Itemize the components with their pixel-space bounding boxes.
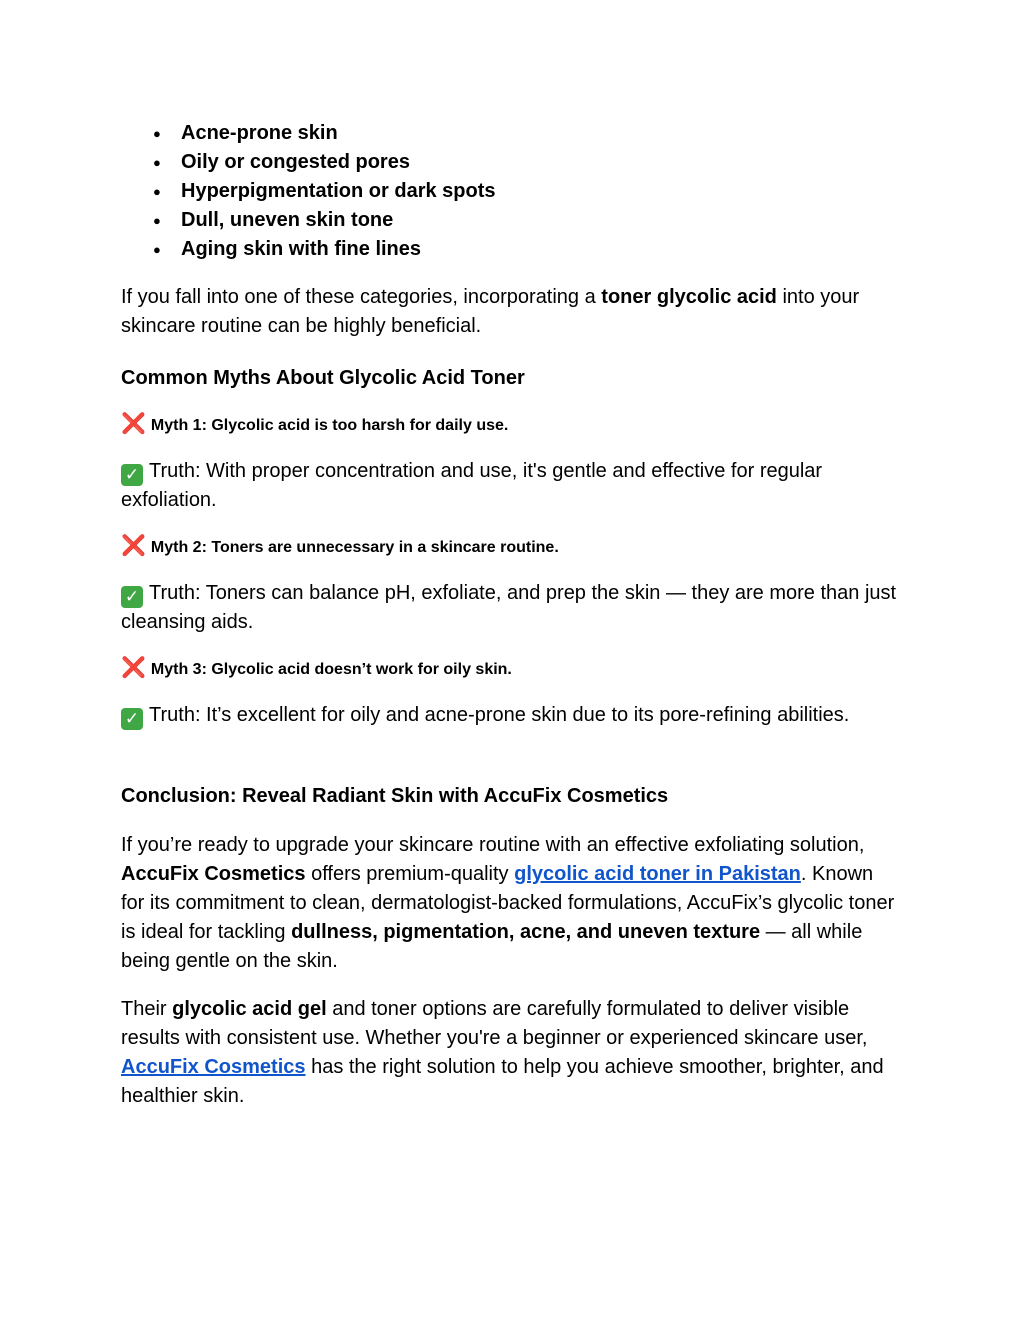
glycolic-toner-link[interactable]: glycolic acid toner in Pakistan xyxy=(514,863,801,885)
intro-paragraph: If you fall into one of these categories, incorporating a toner glycolic acid into your skincare routine can be highly beneficial. xyxy=(121,286,860,337)
truth-1: ✓ Truth: With proper concentration and use, it's gentle and effective for regular exfoliation. xyxy=(121,460,823,511)
list-item: ● Aging skin with fine lines xyxy=(153,235,496,264)
list-item: ● Hyperpigmentation or dark spots xyxy=(153,177,496,206)
cross-icon: ❌ xyxy=(121,657,146,679)
conclusion-heading: Conclusion: Reveal Radiant Skin with AccuFix Cosmetics xyxy=(121,785,669,807)
myths-heading: Common Myths About Glycolic Acid Toner xyxy=(121,367,525,389)
bullet-icon: ● xyxy=(153,242,161,257)
list-item: ● Acne-prone skin xyxy=(153,119,496,148)
accufix-cosmetics-link[interactable]: AccuFix Cosmetics xyxy=(121,1056,306,1078)
conclusion-paragraph-1: If you’re ready to upgrade your skincare routine with an effective exfoliating solution, AccuFix Cosmetics offers premium-quality glycolic acid toner in Pakistan. Known for its commitment to clean, dermatologist-backed formulations, AccuFix’s glycolic toner is ideal for tackling dullness, pigmentation, acne, and uneven texture — all while being gentle on the skin. xyxy=(121,834,895,972)
myth-3: ❌ Myth 3: Glycolic acid doesn’t work for oily skin. xyxy=(121,657,512,679)
check-icon: ✓ xyxy=(121,464,143,486)
bullet-icon: ● xyxy=(153,126,161,141)
myth-1: ❌ Myth 1: Glycolic acid is too harsh for daily use. xyxy=(121,413,509,435)
cross-icon: ❌ xyxy=(121,413,146,435)
myth-2: ❌ Myth 2: Toners are unnecessary in a skincare routine. xyxy=(121,535,559,557)
skin-type-list xyxy=(153,119,496,264)
bullet-icon: ● xyxy=(153,155,161,170)
list-item: ● Oily or congested pores xyxy=(153,148,496,177)
bullet-icon: ● xyxy=(153,213,161,228)
list-item: ● Dull, uneven skin tone xyxy=(153,206,496,235)
cross-icon: ❌ xyxy=(121,535,146,557)
conclusion-paragraph-2: Their glycolic acid gel and toner options are carefully formulated to deliver visible results with consistent use. Whether you're a beginner or experienced skincare user, AccuFix Cosmetics has the right solution to help you achieve smoother, brighter, and healthier skin. xyxy=(121,998,884,1107)
check-icon: ✓ xyxy=(121,708,143,730)
truth-2: ✓ Truth: Toners can balance pH, exfoliate, and prep the skin — they are more than just cleansing aids. xyxy=(121,582,897,633)
bullet-icon: ● xyxy=(153,184,161,199)
check-icon: ✓ xyxy=(121,586,143,608)
truth-3: ✓ Truth: It’s excellent for oily and acne-prone skin due to its pore-refining abilities. xyxy=(121,701,901,730)
